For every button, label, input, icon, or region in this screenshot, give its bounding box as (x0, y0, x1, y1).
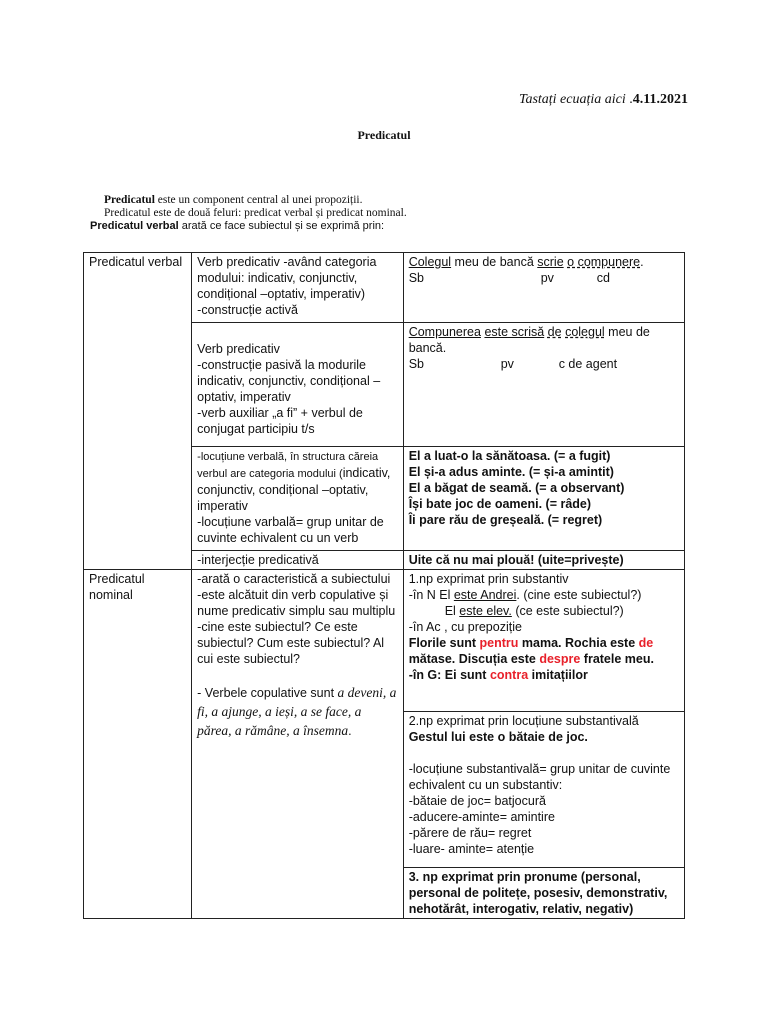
predicate-word: scrie (537, 255, 564, 269)
description-line: -este alcătuit din verb copulative și nume predicativ simplu sau multiplu (197, 588, 396, 618)
copulative-verbs (197, 683, 398, 740)
line-part: El (444, 604, 460, 618)
line-part: -în G: Ei sunt (408, 668, 490, 682)
intro-line-2: Predicatul este de două feluri: predicat verbal și predicat nominal. (104, 207, 407, 219)
nominal-description (192, 570, 404, 919)
verbal-row3-examples (403, 447, 684, 551)
equation-placeholder[interactable]: Tastați ecuația aici (518, 92, 626, 107)
role-tags (409, 356, 679, 372)
description-line: -cine este subiectul? Ce este subiectul? Cum este subiectul? Al cui este subiectul? (197, 620, 385, 666)
description-line: -verb auxiliar „a fi” + verbul de conjugat participiu t/s (197, 406, 363, 436)
tag-sb: Sb (408, 271, 424, 285)
description-line: -locuțiune varbală= grup unitar de cuvinte echivalent cu un verb (197, 515, 384, 545)
red-preposition: contra (489, 668, 529, 682)
verbal-row1-example (403, 253, 684, 323)
example-sentence: Îi pare rău de greșeală. (= regret) (408, 513, 603, 527)
table-row (84, 570, 685, 712)
tag-pv: pv (540, 271, 554, 285)
list-item: -bătaie de joc= batjocură (408, 794, 546, 808)
verbal-row2-description (192, 323, 404, 447)
block-line (409, 635, 679, 651)
block-example: Gestul lui este o bătaie de joc. (408, 730, 588, 744)
underlined-part: este Andrei (453, 588, 517, 602)
line-part: -în N El (408, 588, 454, 602)
predicate-word: este scrisă (484, 325, 545, 339)
red-preposition: pentru (479, 636, 519, 650)
preposition-word: de (547, 325, 562, 339)
date-line (519, 92, 688, 108)
verbal-row3-description (192, 447, 404, 551)
block-line (409, 651, 679, 667)
intro-term: Predicatul (104, 194, 155, 206)
list-item: -aducere-aminte= amintire (408, 810, 555, 824)
block-line: -în Ac , cu prepoziție (408, 620, 522, 634)
nominal-label: Predicatul nominal (89, 572, 145, 602)
block-heading: 1.np exprimat prin substantiv (408, 572, 569, 586)
example-sentence: Își bate joc de oameni. (= râde) (408, 497, 592, 511)
example-sentence (409, 254, 679, 270)
copulative-list: a deveni, a fi, a ajunge, a ieși, a se face, a părea, a rămâne, a însemna (197, 685, 397, 738)
subject-word: Colegul (408, 255, 452, 269)
tag-pv: pv (500, 357, 514, 371)
predicate-table (83, 252, 685, 919)
role-tags (409, 270, 679, 286)
description-line: -construcție pasivă la modurile indicativ, conjunctiv, condițional – optativ, imperativ (197, 358, 381, 404)
document-date: 4.11.2021 (632, 92, 688, 107)
verbal-row1-description (192, 253, 404, 323)
intro-line-3 (90, 220, 384, 233)
sentence-part: meu de bancă (451, 255, 538, 269)
spacer (409, 745, 679, 761)
intro-line-1-text: este un component central al unei propoziții. (154, 194, 363, 206)
intro-verbal-term: Predicatul verbal (90, 220, 179, 232)
block-heading: 2.np exprimat prin locuțiune substantivală (408, 714, 639, 728)
example-sentence: El și-a adus aminte. (= și-a amintit) (408, 465, 614, 479)
line-part: . (cine este subiectul?) (516, 588, 642, 602)
copulative-intro: - Verbele copulative sunt (197, 686, 338, 700)
page-title: Predicatul (357, 128, 411, 142)
example-sentence: El a luat-o la sănătoasa. (= a fugit) (408, 449, 611, 463)
description-line: -construcție activă (197, 303, 298, 317)
tag-agent: c de agent (558, 357, 618, 371)
description-line (197, 448, 398, 514)
verbal-label: Predicatul verbal (89, 255, 183, 269)
line-part: mama. Rochia este (518, 636, 639, 650)
red-preposition: de (638, 636, 654, 650)
block-line (409, 587, 679, 603)
description-line: Verb predicativ -având categoria modului: indicativ, conjunctiv, condițional –optativ, imperativ) (197, 255, 377, 301)
nominal-block3: 3. np exprimat prin pronume (personal, personal de politețe, posesiv, demonstrativ, nehotărât, interogativ, relativ, negativ) (403, 868, 684, 919)
sentence-part: . (640, 255, 644, 269)
tag-cd: cd (596, 271, 610, 285)
red-preposition: despre (539, 652, 581, 666)
underlined-part: este elev. (459, 604, 512, 618)
description-small: -locuțiune verbală, în structura căreia verbul are categoria modului ( (197, 451, 379, 480)
subject-word: Compunerea (408, 325, 481, 339)
description-moods: indicativ, conjunctiv, condițional –optativ, imperativ (197, 466, 391, 513)
copulative-end: . (348, 724, 352, 738)
example-sentence (409, 324, 679, 356)
description-line: Verb predicativ (197, 342, 280, 356)
tag-sb: Sb (408, 357, 424, 371)
verbal-row4-description: -interjecție predicativă (192, 551, 404, 570)
block-definition: -locuțiune substantivală= grup unitar de cuvinte echivalent cu un substantiv: (408, 762, 671, 792)
list-item: -părere de rău= regret (408, 826, 532, 840)
example-sentence: El a băgat de seamă. (= a observant) (408, 481, 625, 495)
verbal-row4-example: Uite că nu mai plouă! (uite=privește) (403, 551, 684, 570)
line-part: fratele meu. (580, 652, 654, 666)
nominal-block2 (403, 712, 684, 868)
description-line: -arată o caracteristică a subiectului (197, 572, 391, 586)
agent-word: colegul (565, 325, 605, 339)
nominal-block1 (403, 570, 684, 712)
sentence-part: meu de bancă. (408, 325, 650, 355)
intro-line-1 (104, 194, 362, 207)
intro-line-3-text: arată ce face subiectul și se exprimă prin: (178, 220, 385, 232)
list-item: -luare- aminte= atenție (408, 842, 535, 856)
line-part: mătase. Discuția este (408, 652, 540, 666)
line-part: (ce este subiectul?) (511, 604, 624, 618)
date-separator: . (625, 92, 633, 107)
nominal-label-cell (84, 570, 192, 919)
spacer (197, 667, 398, 683)
line-part: imitațiilor (528, 668, 588, 682)
verbal-label-cell (84, 253, 192, 570)
block-line (409, 667, 679, 683)
verbal-row2-example (403, 323, 684, 447)
block-line (409, 603, 679, 619)
table-row (84, 253, 685, 323)
line-part: Florile sunt (408, 636, 480, 650)
object-word: o compunere (567, 255, 641, 269)
